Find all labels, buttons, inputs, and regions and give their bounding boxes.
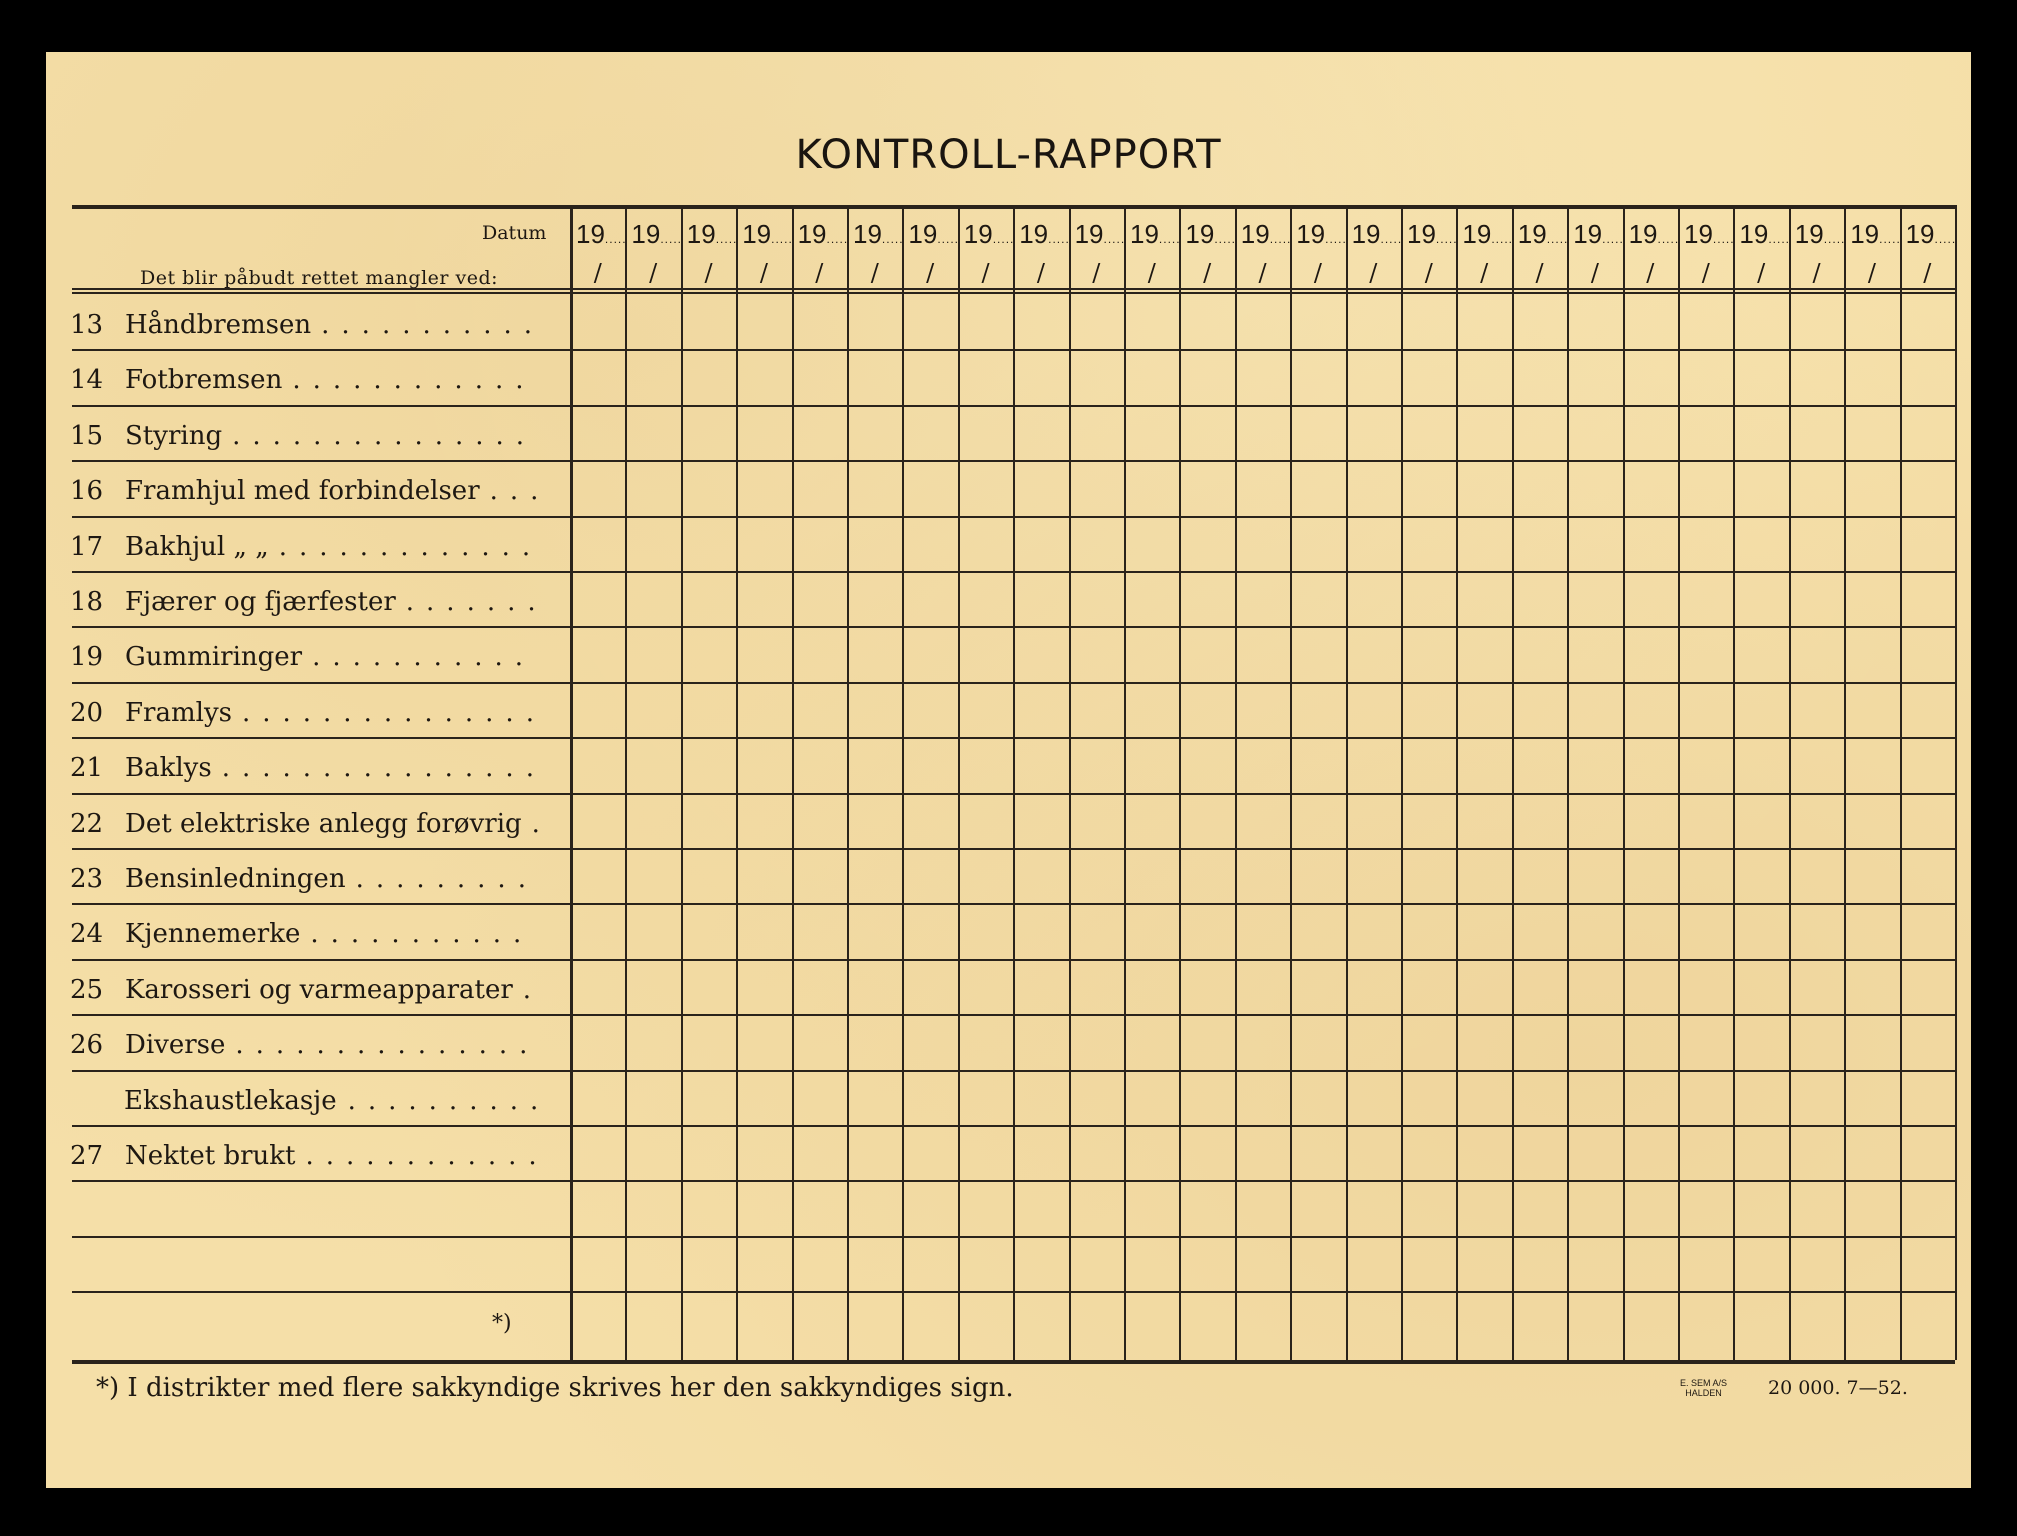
print-run: 20 000. 7—52. xyxy=(1768,1377,1908,1399)
leader-dots: ........... xyxy=(310,919,534,950)
leader-dots: ........... xyxy=(312,642,536,673)
column-line xyxy=(1235,205,1237,1360)
row-line xyxy=(72,460,1955,462)
year-field: 19..... xyxy=(1684,219,1735,249)
year-field: 19..... xyxy=(686,219,738,249)
date-slash: / xyxy=(1313,259,1322,287)
year-field: 19..... xyxy=(1351,219,1403,249)
row-number: 21 xyxy=(70,753,104,784)
column-line xyxy=(1179,205,1181,1360)
row-number: 27 xyxy=(70,1141,104,1171)
year-field: 19..... xyxy=(1905,219,1957,249)
row-line xyxy=(72,903,1955,905)
column-line xyxy=(847,205,849,1360)
date-slash: / xyxy=(981,259,990,287)
year-field: 19..... xyxy=(1573,219,1624,249)
row-number: 20 xyxy=(70,697,104,728)
row-line xyxy=(72,959,1955,961)
row-line xyxy=(72,1125,1955,1127)
row-line xyxy=(72,405,1955,407)
leader-dots: . xyxy=(531,808,552,839)
leader-dots: ....... xyxy=(405,587,548,617)
row-label: Ekshaustlekasje xyxy=(124,1085,337,1116)
row-label: Fotbremsen xyxy=(125,365,283,396)
column-line xyxy=(1013,205,1015,1360)
column-line xyxy=(1789,205,1791,1360)
date-slash: / xyxy=(1535,259,1544,287)
row-label: Baklys xyxy=(125,753,212,784)
year-field: 19..... xyxy=(853,219,904,249)
column-line xyxy=(1456,205,1458,1360)
date-slash: / xyxy=(815,259,824,287)
row-number: 15 xyxy=(70,420,104,451)
leader-dots: ................ xyxy=(221,753,546,784)
label-column-divider xyxy=(570,205,573,1360)
row-line xyxy=(72,516,1955,518)
date-slash: / xyxy=(1923,259,1932,287)
leader-dots: . xyxy=(522,974,544,1005)
footnote: *) I distrikter med flere sakkyndige skrives her den sakkyndiges sign. xyxy=(96,1373,1014,1403)
column-line xyxy=(1069,205,1071,1360)
bottom-rule xyxy=(72,1360,1955,1364)
row-number: 18 xyxy=(70,587,104,617)
page-title: KONTROLL-RAPPORT xyxy=(795,132,1222,178)
row-number: 25 xyxy=(70,974,104,1005)
date-slash: / xyxy=(1424,259,1433,287)
year-field: 19..... xyxy=(1019,219,1070,249)
column-line xyxy=(681,205,683,1360)
column-line xyxy=(1623,205,1625,1360)
row-label: Framlys xyxy=(125,697,232,728)
date-slash: / xyxy=(1701,259,1710,287)
datum-label: Datum xyxy=(482,222,547,244)
column-line xyxy=(1290,205,1292,1360)
column-line xyxy=(1733,205,1735,1360)
column-line xyxy=(958,205,960,1360)
column-line xyxy=(625,205,627,1360)
year-field: 19..... xyxy=(1074,219,1126,249)
year-field: 19..... xyxy=(1240,219,1292,249)
leader-dots: ............ xyxy=(292,365,536,396)
row-line xyxy=(72,349,1955,351)
row-line xyxy=(72,1014,1955,1016)
date-slash: / xyxy=(1812,259,1821,287)
row-number: 22 xyxy=(70,808,104,839)
row-line xyxy=(72,1291,1955,1293)
row-line xyxy=(72,793,1955,795)
year-field: 19..... xyxy=(1185,219,1236,249)
row-label: Styring xyxy=(125,420,223,451)
leader-dots: ............... xyxy=(235,1030,540,1061)
row-line xyxy=(72,848,1955,850)
date-slash: / xyxy=(1369,259,1378,287)
row-label: Bakhjul „ „ xyxy=(125,531,269,562)
leader-dots: ........... xyxy=(321,310,545,340)
row-number: 23 xyxy=(70,864,104,894)
date-slash: / xyxy=(1867,259,1876,287)
column-line xyxy=(1512,205,1514,1360)
row-number: 26 xyxy=(70,1030,104,1061)
row-label: Nektet brukt xyxy=(125,1141,296,1171)
row-label: Fjærer og fjærfester xyxy=(125,587,396,617)
row-line xyxy=(72,682,1955,684)
publisher-mark: E. SEM A/S HALDEN xyxy=(1680,1378,1728,1398)
column-line xyxy=(1124,205,1126,1360)
year-field: 19..... xyxy=(1407,219,1458,249)
column-line xyxy=(1567,205,1569,1360)
year-field: 19..... xyxy=(576,219,627,249)
leader-dots: ............... xyxy=(232,420,537,451)
year-field: 19..... xyxy=(1794,219,1846,249)
column-line xyxy=(1955,205,1957,1360)
date-slash: / xyxy=(1203,259,1212,287)
column-line xyxy=(736,205,738,1360)
date-slash: / xyxy=(1646,259,1655,287)
column-line xyxy=(1346,205,1348,1360)
row-line xyxy=(72,626,1955,628)
row-line xyxy=(72,1180,1955,1182)
row-label: Karosseri og varmeapparater xyxy=(125,974,513,1005)
column-line xyxy=(1900,205,1902,1360)
row-label: Gummiringer xyxy=(125,642,303,673)
row-label: Kjennemerke xyxy=(125,919,301,950)
leader-dots: ... xyxy=(489,476,551,507)
year-field: 19..... xyxy=(1739,219,1790,249)
column-line xyxy=(902,205,904,1360)
row-label: Diverse xyxy=(125,1030,226,1061)
date-slash: / xyxy=(1590,259,1599,287)
row-label: Det elektriske anlegg forøvrig xyxy=(125,808,522,839)
leader-dots: ............ xyxy=(305,1141,549,1171)
column-line xyxy=(1401,205,1403,1360)
year-field: 19..... xyxy=(908,219,959,249)
instruction-label: Det blir påbudt rettet mangler ved: xyxy=(140,267,499,289)
date-slash: / xyxy=(1092,259,1101,287)
year-field: 19..... xyxy=(1462,219,1513,249)
leader-dots: .......... xyxy=(347,1085,551,1116)
date-slash: / xyxy=(1147,259,1156,287)
year-field: 19..... xyxy=(742,219,793,249)
year-field: 19..... xyxy=(631,219,682,249)
year-field: 19..... xyxy=(1850,219,1901,249)
date-slash: / xyxy=(926,259,935,287)
row-number: 14 xyxy=(70,365,104,396)
year-field: 19..... xyxy=(1130,219,1181,249)
row-number: 13 xyxy=(70,310,104,340)
row-number: 24 xyxy=(70,919,104,950)
row-number: 16 xyxy=(70,476,104,507)
date-slash: / xyxy=(593,259,602,287)
row-number: 17 xyxy=(70,531,104,562)
date-slash: / xyxy=(1480,259,1489,287)
row-line xyxy=(72,1070,1955,1072)
year-field: 19..... xyxy=(963,219,1015,249)
column-line xyxy=(792,205,794,1360)
year-field: 19..... xyxy=(1628,219,1680,249)
row-line xyxy=(72,571,1955,573)
date-slash: / xyxy=(704,259,713,287)
date-slash: / xyxy=(1757,259,1766,287)
date-slash: / xyxy=(1258,259,1267,287)
leader-dots: ............... xyxy=(241,697,546,728)
row-line xyxy=(72,1236,1955,1238)
signature-asterisk: *) xyxy=(492,1311,512,1337)
row-number: 19 xyxy=(70,642,104,673)
date-slash: / xyxy=(870,259,879,287)
year-field: 19..... xyxy=(797,219,849,249)
row-label: Bensinledningen xyxy=(125,864,346,894)
row-label: Framhjul med forbindelser xyxy=(125,476,480,507)
year-field: 19..... xyxy=(1517,219,1569,249)
year-field: 19..... xyxy=(1296,219,1347,249)
column-line xyxy=(1678,205,1680,1360)
row-line xyxy=(72,737,1955,739)
leader-dots: ............. xyxy=(278,531,543,562)
leader-dots: ......... xyxy=(355,864,538,894)
column-line xyxy=(1844,205,1846,1360)
date-slash: / xyxy=(649,259,658,287)
date-slash: / xyxy=(759,259,768,287)
date-slash: / xyxy=(1036,259,1045,287)
row-label: Håndbremsen xyxy=(125,310,312,340)
